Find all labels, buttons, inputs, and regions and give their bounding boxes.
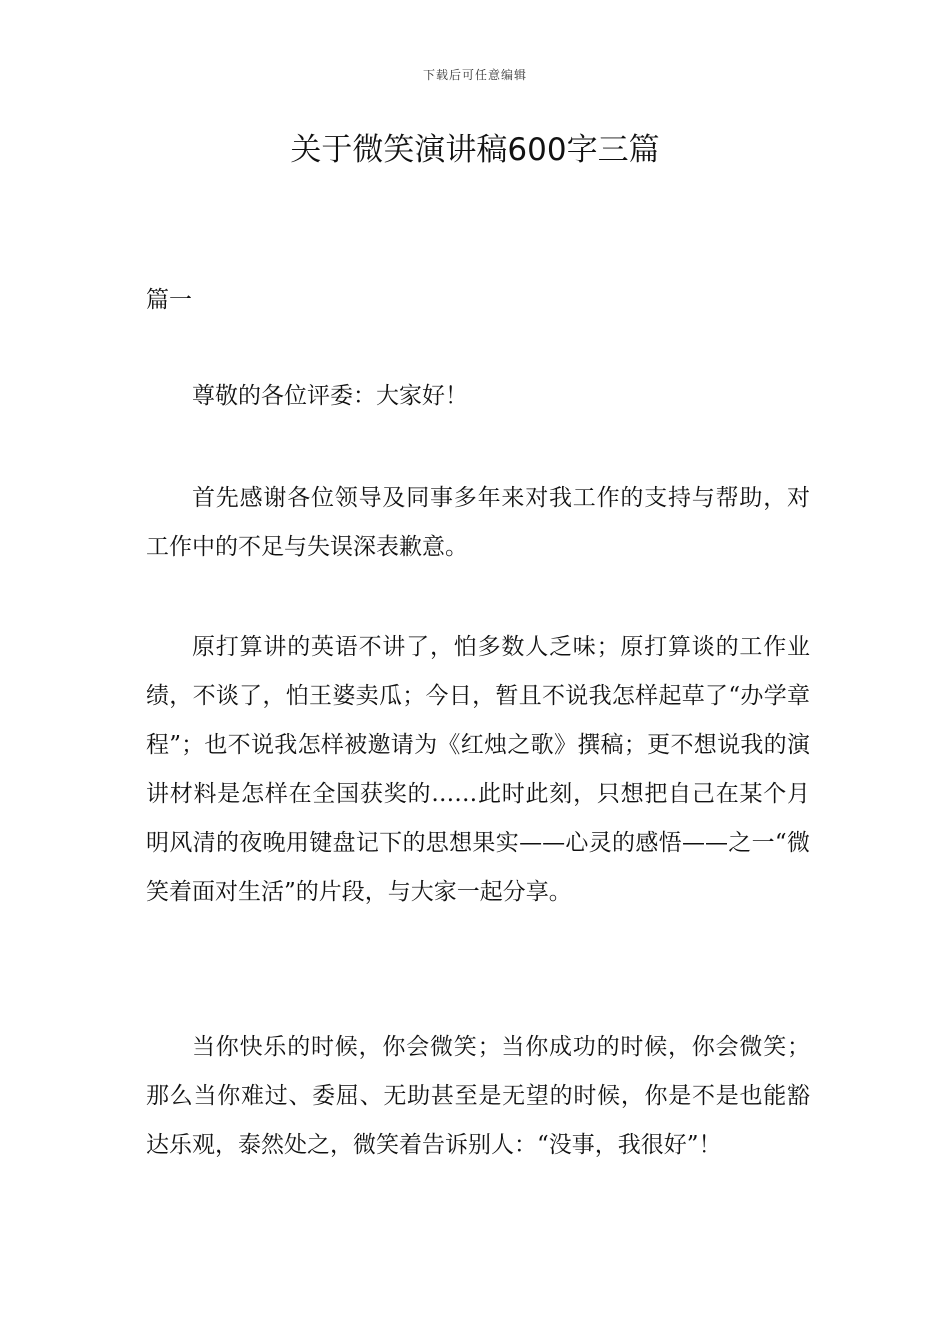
- paragraph-smile: 当你快乐的时候，你会微笑；当你成功的时候，你会微笑；那么当你难过、委屈、无助甚至是无望的时候，你是不是也能豁达乐观，泰然处之，微笑着告诉别人：“没事，我很好”！: [146, 1034, 810, 1158]
- paragraph-greeting: 尊敬的各位评委：大家好！: [192, 383, 468, 409]
- section-label: 篇一: [146, 287, 192, 313]
- header-note: 下载后可任意编辑: [422, 68, 527, 82]
- paragraph-intro: 原打算讲的英语不讲了，怕多数人乏味；原打算谈的工作业绩，不谈了，怕王婆卖瓜；今日，暂且不说我怎样起草了“办学章程”；也不说我怎样被邀请为《红烛之歌》撰稿；更不想说我的演讲材料是怎样在全国获奖的……此时此刻，只想把自己在某个月明风清的夜晚用键盘记下的思想果实——心灵的感悟——之一“微笑着面对生活”的片段，与大家一起分享。: [146, 634, 810, 905]
- paragraph-thanks: 首先感谢各位领导及同事多年来对我工作的支持与帮助，对工作中的不足与失误深表歉意。: [146, 485, 810, 560]
- document-title: 关于微笑演讲稿600字三篇: [290, 132, 660, 168]
